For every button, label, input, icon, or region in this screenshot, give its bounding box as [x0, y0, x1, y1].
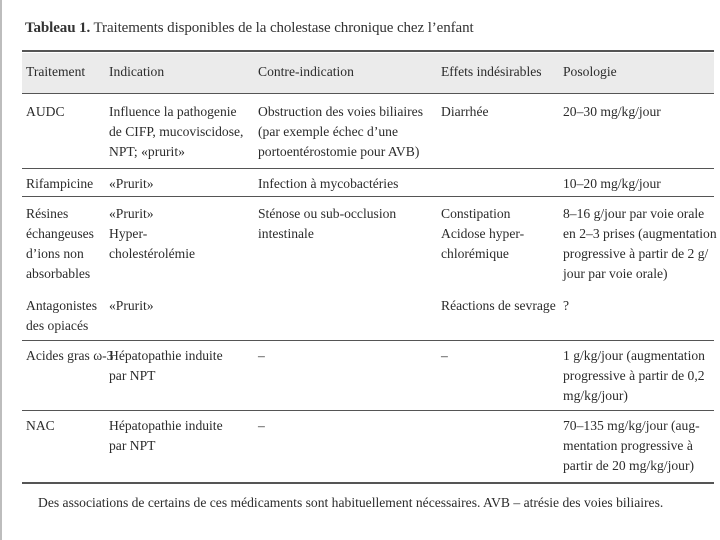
table-footnote: Des associations de certains de ces médicaments sont habituellement nécessaires. AVB – atrésie des voies biliaires. [38, 495, 664, 510]
header-traitement: Traitement [26, 64, 86, 79]
row-audc-traitement: AUDC [26, 104, 65, 119]
row-acides-gras-effets: – [441, 348, 448, 363]
row-rifampicine-traitement: Rifampicine [26, 176, 94, 191]
row-divider [22, 196, 714, 197]
row-antagonistes-posologie: ? [563, 298, 570, 313]
row-antagonistes-indication: «Prurit» [109, 298, 154, 313]
table-title-label: Tableau 1. [25, 20, 91, 36]
table-top-rule [22, 50, 714, 52]
row-nac-traitement: NAC [26, 418, 55, 433]
row-acides-gras-contre-indication: – [258, 348, 265, 363]
row-audc-indication: Influence la pathogenie de CIFP, mucoviscidose, NPT; «prurit» [109, 104, 244, 159]
row-audc-contre-indication: Obstruction des voies biliaires (par exemple échec d’une portoentérostomie pour AVB) [258, 104, 423, 159]
row-divider [22, 168, 714, 169]
row-antagonistes-traitement: Antagonistes des opiacés [26, 298, 97, 333]
header-effets-indesirables: Effets indésirables [441, 64, 542, 79]
table-title [25, 20, 474, 37]
header-contre-indication: Contre-indication [258, 64, 354, 79]
row-resines-traitement: Résines échangeuses d’ions non absorbables [26, 206, 94, 281]
table-title-text: Traitements disponibles de la cholestase chronique chez l’enfant [90, 20, 474, 36]
row-divider [22, 340, 714, 341]
row-audc-posologie: 20–30 mg/kg/jour [563, 104, 661, 119]
row-nac-posologie: 70–135 mg/kg/jour (aug- mentation progressive à partir de 20 mg/kg/jour) [563, 418, 700, 473]
row-acides-gras-indication: Hépatopathie induite par NPT [109, 348, 223, 383]
row-audc-effets: Diarrhée [441, 104, 489, 119]
row-divider [22, 410, 714, 411]
row-nac-contre-indication: – [258, 418, 265, 433]
row-resines-contre-indication: Sténose ou sub-occlusion intestinale [258, 206, 397, 241]
header-posologie: Posologie [563, 64, 617, 79]
row-rifampicine-contre-indication: Infection à mycobactéries [258, 176, 399, 191]
left-edge-divider [0, 0, 2, 540]
row-acides-gras-traitement: Acides gras ω-3 [26, 348, 114, 363]
row-resines-indication: «Prurit» Hyper- cholestérolémie [109, 206, 196, 261]
row-resines-effets: Constipation Acidose hyper- chlorémique [441, 206, 525, 261]
row-resines-posologie: 8–16 g/jour par voie orale en 2–3 prises (augmentation progressive à partir de 2 g/ jour par voie orale) [563, 206, 717, 281]
row-antagonistes-effets: Réactions de sevrage [441, 298, 556, 313]
row-rifampicine-posologie: 10–20 mg/kg/jour [563, 176, 661, 191]
table-header-rule [22, 93, 714, 94]
row-rifampicine-indication: «Prurit» [109, 176, 154, 191]
row-acides-gras-posologie: 1 g/kg/jour (augmentation progressive à partir de 0,2 mg/kg/jour) [563, 348, 705, 403]
row-nac-indication: Hépatopathie induite par NPT [109, 418, 223, 453]
header-indication: Indication [109, 64, 165, 79]
table-bottom-rule [22, 482, 714, 484]
